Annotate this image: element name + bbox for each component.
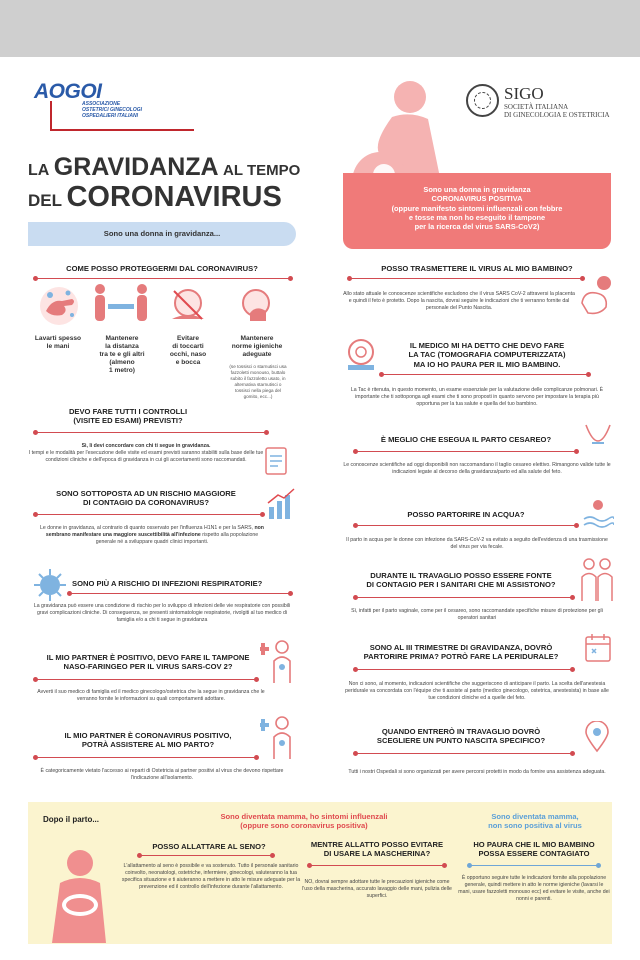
water-birth-icon bbox=[582, 497, 614, 529]
right-a6: Non ci sono, al momento, indicazioni scientifiche che suggeriscono di anticipare il parto. La scelta dell'anestesia peridurale va concordata con l'équipe che ti assiste al parto (medico ginecologo, ostetrica, anestesista) in base alle tue condizioni cliniche ed a quelle del feto. bbox=[345, 681, 609, 702]
divider bbox=[356, 753, 572, 754]
tip-label: Evitare di toccarti occhi, naso e bocca bbox=[169, 335, 207, 366]
divider bbox=[140, 855, 272, 856]
divider bbox=[70, 593, 290, 594]
left-a4: La gravidanza può essere una condizione di rischio per lo sviluppo di infezioni delle vie respiratorie con possibili gravi complicazioni cliniche. Di conseguenza, se presenti sintomatologie respiratorie, rivolgiti al tuo medico di famiglia e/o a chi ti segue in gravidanza bbox=[33, 603, 291, 624]
page-title: LA GRAVIDANZA AL TEMPO bbox=[28, 153, 301, 181]
c1-answer: L'allattamento al seno è possibile e va sostenuto. Tutto il personale sanitario coinvolto, neonatologi, ostetriche, infermiere, ginecologi, valuteranno la tua specifica situazione e ti aiuteranno a mettere in atto le misure adeguate per la prevenzione ed il controllo dell'infezione durante l'allattamento. bbox=[121, 863, 301, 891]
right-a7: Tutti i nostri Ospedali si sono organizzati per avere percorsi protetti in modo da fornire una assistenza adeguata. bbox=[348, 769, 606, 775]
divider bbox=[356, 597, 572, 598]
left-q1: COME POSSO PROTEGGERMI DAL CORONAVIRUS? bbox=[66, 264, 258, 273]
divider bbox=[36, 679, 256, 680]
no-touch-face-icon bbox=[168, 285, 208, 327]
ct-scanner-icon bbox=[344, 337, 378, 373]
divider bbox=[310, 865, 444, 866]
sneeze-icon bbox=[236, 285, 276, 327]
right-a5: Sì, infatti per il parto vaginale, come per il cesareo, sono raccomandate specifiche misure di protezione per gli operatori sanitari bbox=[351, 608, 603, 622]
right-q4: POSSO PARTORIRE IN ACQUA? bbox=[407, 510, 525, 519]
divider bbox=[356, 669, 572, 670]
right-a2: La Tac è ritenuta, in questo momento, un esame essenziale per la valutazione delle complicanze polmonari. È importante che ti sottoponga agli esami che ti sono proposti in quanto servono per impostare la terapia più opportuna per la tua salute e quella del tuo bambino. bbox=[350, 387, 604, 408]
partner-with-virus-icon bbox=[260, 635, 296, 685]
after-birth-heading: Dopo il parto... bbox=[43, 815, 99, 824]
left-q4: SONO PIÙ A RISCHIO DI INFEZIONI RESPIRATORIE? bbox=[72, 579, 263, 588]
left-a2: Sì, li devi concordare con chi ti segue in gravidanza. I tempi e le modalità per l'esecuzione delle visite ed esami previsti saranno stabiliti sulla base delle tue condizioni cliniche e dell'epoca di gravidanza in cui gli accertamenti sono raccomandati. bbox=[28, 443, 264, 464]
right-a3: Le conoscenze scientifiche ad oggi disponibili non raccomandano il taglio cesareo elettivo. Rimangono valide tutte le indicazioni legate al decorso della gravidanza/parto ed alla salute del feto. bbox=[343, 462, 611, 476]
distance-icon bbox=[90, 281, 152, 331]
negative-heading: Sono diventata mamma, non sono positiva al virus bbox=[488, 812, 582, 831]
bar-chart-icon bbox=[266, 487, 296, 521]
clipboard-icon bbox=[264, 445, 288, 475]
left-q5: IL MIO PARTNER È POSITIVO, DEVO FARE IL TAMPONE NASO-FARINGEO PER IL VIRUS SARS-COV 2? bbox=[46, 653, 250, 672]
divider bbox=[382, 374, 588, 375]
c2-answer: NO, dovrai sempre adottare tutte le precauzioni igieniche come l'uso della mascherina, accurato lavaggio delle mani, pulizia delle superfici. bbox=[302, 879, 452, 900]
right-q1: POSSO TRASMETTERE IL VIRUS AL MIO BAMBINO? bbox=[381, 264, 573, 273]
c3-question: HO PAURA CHE IL MIO BAMBINO POSSA ESSERE CONTAGIATO bbox=[473, 840, 595, 859]
aogoi-logo: AOGOI ASSOCIAZIONE OSTETRICI GINECOLOGI OSPEDALIERI ITALIANI bbox=[34, 80, 102, 104]
caesarean-icon bbox=[582, 423, 614, 457]
c2-question: MENTRE ALLATTO POSSO EVITARE DI USARE LA MASCHERINA? bbox=[310, 840, 444, 859]
right-q7: QUANDO ENTRERÒ IN TRAVAGLIO DOVRÒ SCEGLIERE UN PUNTO NASCITA SPECIFICO? bbox=[376, 727, 546, 746]
positive-heading: Sono diventata mamma, ho sintomi influenzali (oppure sono coronavirus positiva) bbox=[220, 812, 388, 831]
partner-with-virus-icon bbox=[260, 711, 296, 761]
divider bbox=[36, 432, 266, 433]
tip-label: Mantenere la distanza tra te e gli altri (almeno 1 metro) bbox=[99, 335, 145, 374]
infographic-page: AOGOI ASSOCIAZIONE OSTETRICI GINECOLOGI OSPEDALIERI ITALIANI SIGO SOCIETÀ ITALIANA DI GINECOLOGIA E OSTETRICIA LA GRAVIDANZA AL TEMPO DEL CORONAVIRUS Sono una donna in gravidanza... Sono una donna in gravidanza CORONAVIRUS POSITIVA (oppure manifesto sintomi influenzali con febbre e tosse ma non ho eseguito il tampone per la ricerca del virus SARS-CoV2) COME POSSO PROTEGGERMI DAL CORONAVIRUS? Lavarti spesso le mani Mantenere la distanza tra te e gli altri (almeno 1 metro) Evitare di toccarti occhi, naso e bocca Mantenere norme igieniche adeguate (se tossisci o starnutisci usa fazzoletti monouso, buttalo subito il fazzoletto usato, in alternativa starnutisci o tossisci nella piega del gomito, ecc...) DEVO FARE TUTTI I CONTROLLI (VISITE ED ESAMI) PREVISTI? Sì, li devi concordare con chi ti segue in gravidanza. I tempi e le modalità per l'esecuzione delle visite ed esami previsti saranno stabiliti sulla base delle tue condizioni cliniche e dell'epoca di gravidanza in cui gli accertamenti sono raccomandati. SONO SOTTOPOSTA AD UN RISCHIO MAGGIORE DI CONTAGIO DA CORONAVIRUS? Le donne in gravidanza, al contrario di quanto osservato per l'influenza H1N1 e per la SARS, non sembrano manifestare una maggiore suscettibilità all'infezione rispetto alla popolazione generale né a sviluppare quadri clinici importanti. SONO PIÙ A RISCHIO DI INFEZIONI RESPIRATORIE? La gravidanza può essere una condizione di rischio per lo sviluppo di infezioni delle vie respiratorie con possibili gravi complicazioni cliniche. Di conseguenza, se presenti sintomatologie respiratorie, rivolgiti al tuo medico di famiglia e/o a chi ti segue in gravidanza IL MIO PARTNER È POSITIVO, DEVO FARE IL TAMPONE NASO-FARINGEO PER IL VIRUS SARS-COV 2? Avverti il suo medico di famiglia ed il medico ginecologo/ostetrica che la segue in gravidanza che le verranno fornite le informazioni su quali comportamenti adottare. IL MIO PARTNER È CORONAVIRUS POSITIVO, POTRÀ ASSISTERE AL MIO PARTO? È categoricamente vietato l'accesso ai reparti di Ostetricia ai partner positivi al virus che devono rispettare l'indicazione all'isolamento. POSSO TRASMETTERE IL VIRUS AL MIO BAMBINO? Allo stato attuale le conoscenze scientifiche escludono che il virus SARS CoV-2 attraversi la placenta e quindi il feto è protetto. Dopo la nascita, dovrai seguire le indicazioni che ti verranno fornite dal personale del Punto Nascita. IL MEDICO MI HA DETTO CHE DEVO FARE LA TAC (TOMOGRAFIA COMPUTERIZZATA) MA IO HO PAURA PER IL MIO BAMBINO. La Tac è ritenuta, in questo momento, un esame essenziale per la valutazione delle complicanze polmonari. È importante che ti sottoponga agli esami che ti sono proposti in quanto servono per impostare la terapia più opportuna per la tua salute e quella del tuo bambino. È MEGLIO CHE ESEGUA IL PARTO CESAREO? Le conoscenze scientifiche ad oggi disponibili non raccomandano il taglio cesareo elettivo. Rimangono valide tutte le indicazioni legate al decorso della gravidanza/parto ed alla salute del feto. POSSO PARTORIRE IN ACQUA? Il parto in acqua per le donne con infezione da SARS-CoV-2 va evitato a seguito dell'evidenza di una trasmissione del virus per via fecale. DURANTE IL TRAVAGLIO POSSO ESSERE FONTE DI CONTAGIO PER I SANITARI CHE MI ASSISTONO? Sì, infatti per il parto vaginale, come per il cesareo, sono raccomandate specifiche misure di protezione per gli operatori sanitari SONO AL III TRIMESTRE DI GRAVIDANZA, DOVRÒ PARTORIRE PRIMA? POTRÒ FARE LA PERIDURALE? Non ci sono, al momento, indicazioni scientifiche che suggeriscono di anticipare il parto. La scelta dell'anestesia peridurale va concordata con l'équipe che ti assiste al parto (medico ginecologo, ostetrica, anestesista) in base alle tue condizioni cliniche ed a quelle del feto. QUANDO ENTRERÒ IN TRAVAGLIO DOVRÒ SCEGLIERE UN PUNTO NASCITA SPECIFICO? Tutti i nostri Ospedali si sono organizzati per avere percorsi protetti in modo da fornire una assistenza adeguata. Dopo il parto... Sono diventata mamma, ho sintomi influenzali (oppure sono coronavirus positiva) Sono diventata mamma, non sono positiva al virus POSSO ALLATTARE AL SENO? L'allattamento al seno è possibile e va sostenuto. Tutto il personale sanitario coinvolto, neonatologi, ostetriche, infermiere, ginecologi, valuteranno la tua specifica situazione e ti aiuteranno a mettere in atto le misure adeguate per la prevenzione ed il controllo dell'infezione durante l'allattamento. MENTRE ALLATTO POSSO EVITARE DI USARE LA MASCHERINA? NO, dovrai sempre adottare tutte le precauzioni igieniche come l'uso della mascherina, accurato lavaggio delle mani, pulizia delle superfici. HO PAURA CHE IL MIO BAMBINO POSSA ESSERE CONTAGIATO È opportuno seguire tutte le indicazioni fornite alla popolazione generale, quindi mettere in atto le norme igieniche (lavarsi le mani, usare fazzoletti monouso ecc) ed evitare le visite, anche dei nonni e parenti. bbox=[0, 57, 640, 960]
divider bbox=[36, 757, 256, 758]
calendar-icon bbox=[584, 633, 612, 663]
healthcare-workers-icon bbox=[578, 557, 616, 603]
hand-washing-icon bbox=[38, 285, 80, 327]
virus-icon bbox=[32, 567, 68, 603]
divider bbox=[356, 525, 576, 526]
left-a5: Avverti il suo medico di famiglia ed il medico ginecologo/ostetrica che la segue in gravidanza che le verranno fornite le informazioni su quali comportamenti adottare. bbox=[37, 689, 265, 703]
tip-label: Mantenere norme igieniche adeguate bbox=[231, 335, 283, 358]
left-a3: Le donne in gravidanza, al contrario di quanto osservato per l'influenza H1N1 e per la SARS, non sembrano manifestare una maggiore suscettibilità all'infezione rispetto alla popolazione generale né a sviluppare quadri clinici importanti. bbox=[40, 525, 264, 546]
tip4-note: (se tossisci o starnutisci usa fazzoletti monouso, buttalo subito il fazzoletto usato, in alternativa starnutisci o tossisci nella piega del gomito, ecc...) bbox=[229, 364, 287, 399]
left-banner: Sono una donna in gravidanza... bbox=[28, 222, 296, 246]
divider bbox=[36, 278, 290, 279]
location-pin-icon bbox=[584, 721, 610, 753]
right-a1: Allo stato attuale le conoscenze scientifiche escludono che il virus SARS CoV-2 attraversi la placenta e quindi il feto è protetto. Dopo la nascita, dovrai seguire le indicazioni che ti verranno fornite dal personale del Punto Nascita. bbox=[343, 291, 575, 312]
sigo-seal-icon bbox=[466, 84, 499, 117]
left-q2: DEVO FARE TUTTI I CONTROLLI (VISITE ED ESAMI) PREVISTI? bbox=[68, 407, 188, 426]
divider bbox=[356, 451, 576, 452]
right-q3: È MEGLIO CHE ESEGUA IL PARTO CESAREO? bbox=[380, 435, 552, 444]
left-q6: IL MIO PARTNER È CORONAVIRUS POSITIVO, POTRÀ ASSISTERE AL MIO PARTO? bbox=[64, 731, 232, 750]
right-banner: Sono una donna in gravidanza CORONAVIRUS POSITIVA (oppure manifesto sintomi influenzali con febbre e tosse ma non ho eseguito il tampone per la ricerca del virus SARS-CoV2) bbox=[343, 173, 611, 249]
breastfeeding-mother-icon bbox=[40, 847, 114, 943]
page-title-line2: DEL CORONAVIRUS bbox=[28, 181, 282, 213]
fetus-virus-icon bbox=[576, 273, 618, 317]
top-bar bbox=[0, 0, 640, 57]
right-q6: SONO AL III TRIMESTRE DI GRAVIDANZA, DOVRÒ PARTORIRE PRIMA? POTRÒ FARE LA PERIDURALE? bbox=[363, 643, 559, 662]
left-q3: SONO SOTTOPOSTA AD UN RISCHIO MAGGIORE DI CONTAGIO DA CORONAVIRUS? bbox=[56, 489, 236, 508]
c3-answer: È opportuno seguire tutte le indicazioni fornite alla popolazione generale, quindi mettere in atto le norme igieniche (lavarsi le mani, usare fazzoletti monouso ecc) ed evitare le visite, anche dei nonni e parenti. bbox=[458, 875, 610, 903]
divider bbox=[350, 278, 582, 279]
tip-label: Lavarti spesso le mani bbox=[34, 335, 82, 350]
right-q2: IL MEDICO MI HA DETTO CHE DEVO FARE LA TAC (TOMOGRAFIA COMPUTERIZZATA) MA IO HO PAURA PER IL MIO BAMBINO. bbox=[408, 341, 566, 369]
right-q5: DURANTE IL TRAVAGLIO POSSO ESSERE FONTE DI CONTAGIO PER I SANITARI CHE MI ASSISTONO? bbox=[366, 571, 556, 590]
divider bbox=[36, 514, 262, 515]
divider bbox=[470, 865, 598, 866]
left-a6: È categoricamente vietato l'accesso ai reparti di Ostetricia ai partner positivi al virus che devono rispettare l'indicazione all'isolamento. bbox=[40, 768, 284, 782]
right-a4: Il parto in acqua per le donne con infezione da SARS-CoV-2 va evitato a seguito dell'evidenza di una trasmissione del virus per via fecale. bbox=[346, 537, 608, 551]
c1-question: POSSO ALLATTARE AL SENO? bbox=[152, 842, 266, 851]
